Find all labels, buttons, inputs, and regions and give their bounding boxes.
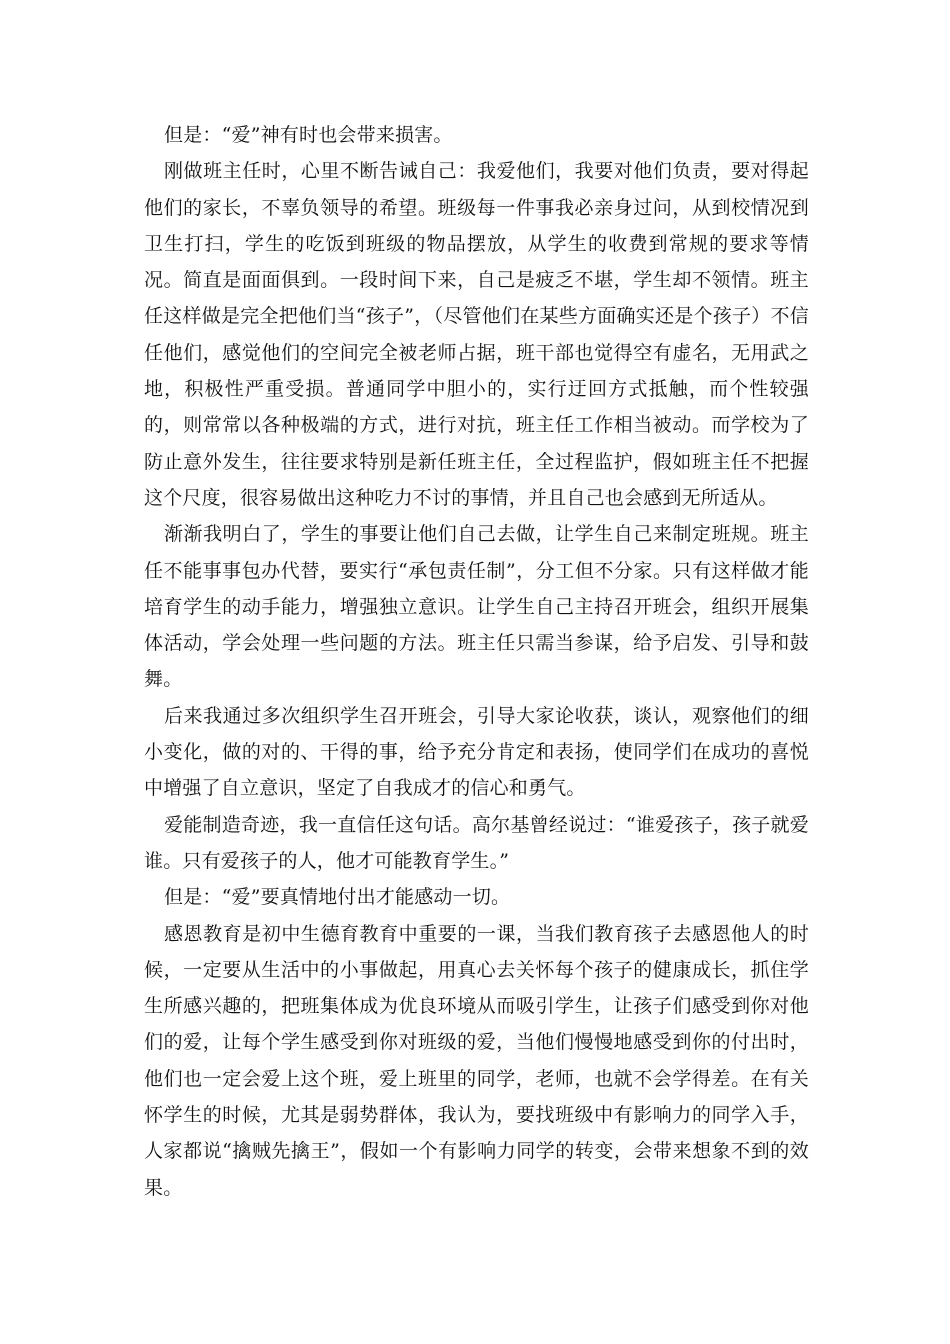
paragraph-gratitude-education: 感恩教育是初中生德育教育中重要的一课，当我们教育孩子去感恩他人的时候，一定要从生活中的小事做起，用真心去关怀每个孩子的健康成长，抓住学生所感兴趣的，把班集体成为优良环境从而吸引学生，让孩子们感受到你对他们的爱，让每个学生感受到你对班级的爱，当他们慢慢地感受到你的付出时，他们也一定会爱上这个班，爱上班里的同学，老师，也就不会学得差。在有关怀学生的时候，尤其是弱势群体，我认为，要找班级中有影响力的同学入手，人家都说“擒贼先擒王”，假如一个有影响力同学的转变，会带来想象不到的效果。 [144,922,809,1199]
paragraph-gorky-quote: 爱能制造奇迹，我一直信任这句话。高尔基曾经说过：“谁爱孩子，孩子就爱谁。只有爱孩子的人，他才可能教育学生。” [144,813,809,872]
paragraph-student-self-management: 渐渐我明白了，学生的事要让他们自己去做，让学生自己来制定班规。班主任不能事事包办代替，要实行“承包责任制”，分工但不分家。只有这样做才能培育学生的动手能力，增强独立意识。让学生自己主持召开班会，组织开展集体活动，学会处理一些问题的方法。班主任只需当参谋，给予启发、引导和鼓舞。 [144,523,809,691]
document-body [144,117,809,1206]
paragraph-love-harm: 但是：“爱”神有时也会带来损害。 [164,124,453,146]
paragraph-class-meetings: 后来我通过多次组织学生召开班会，引导大家论收获，谈认，观察他们的细小变化，做的对的、干得的事，给予充分肯定和表扬，使同学们在成功的喜悦中增强了自立意识，坚定了自我成才的信心和勇气。 [144,704,809,800]
paragraph-new-class-teacher: 刚做班主任时，心里不断告诫自己：我爱他们，我要对他们负责，要对得起他们的家长，不辜负领导的希望。班级每一件事我必亲身过问，从到校情况到卫生打扫，学生的吃饭到班级的物品摆放，从学生的收费到常规的要求等情况。简直是面面俱到。一段时间下来，自己是疲乏不堪，学生却不领情。班主任这样做是完全把他们当“孩子”，（尽管他们在某些方面确实还是个孩子）不信任他们，感觉他们的空间完全被老师占据，班干部也觉得空有虚名，无用武之地，积极性严重受损。普通同学中胆小的，实行迂回方式抵触，而个性较强的，则常常以各种极端的方式，进行对抗，班主任工作相当被动。而学校为了防止意外发生，往往要求特别是新任班主任，全过程监护，假如班主任不把握这个尺度，很容易做出这种吃力不讨的事情，并且自己也会感到无所适从。 [144,160,809,509]
paragraph-love-sincere: 但是：“爱”要真情地付出才能感动一切。 [164,886,511,909]
